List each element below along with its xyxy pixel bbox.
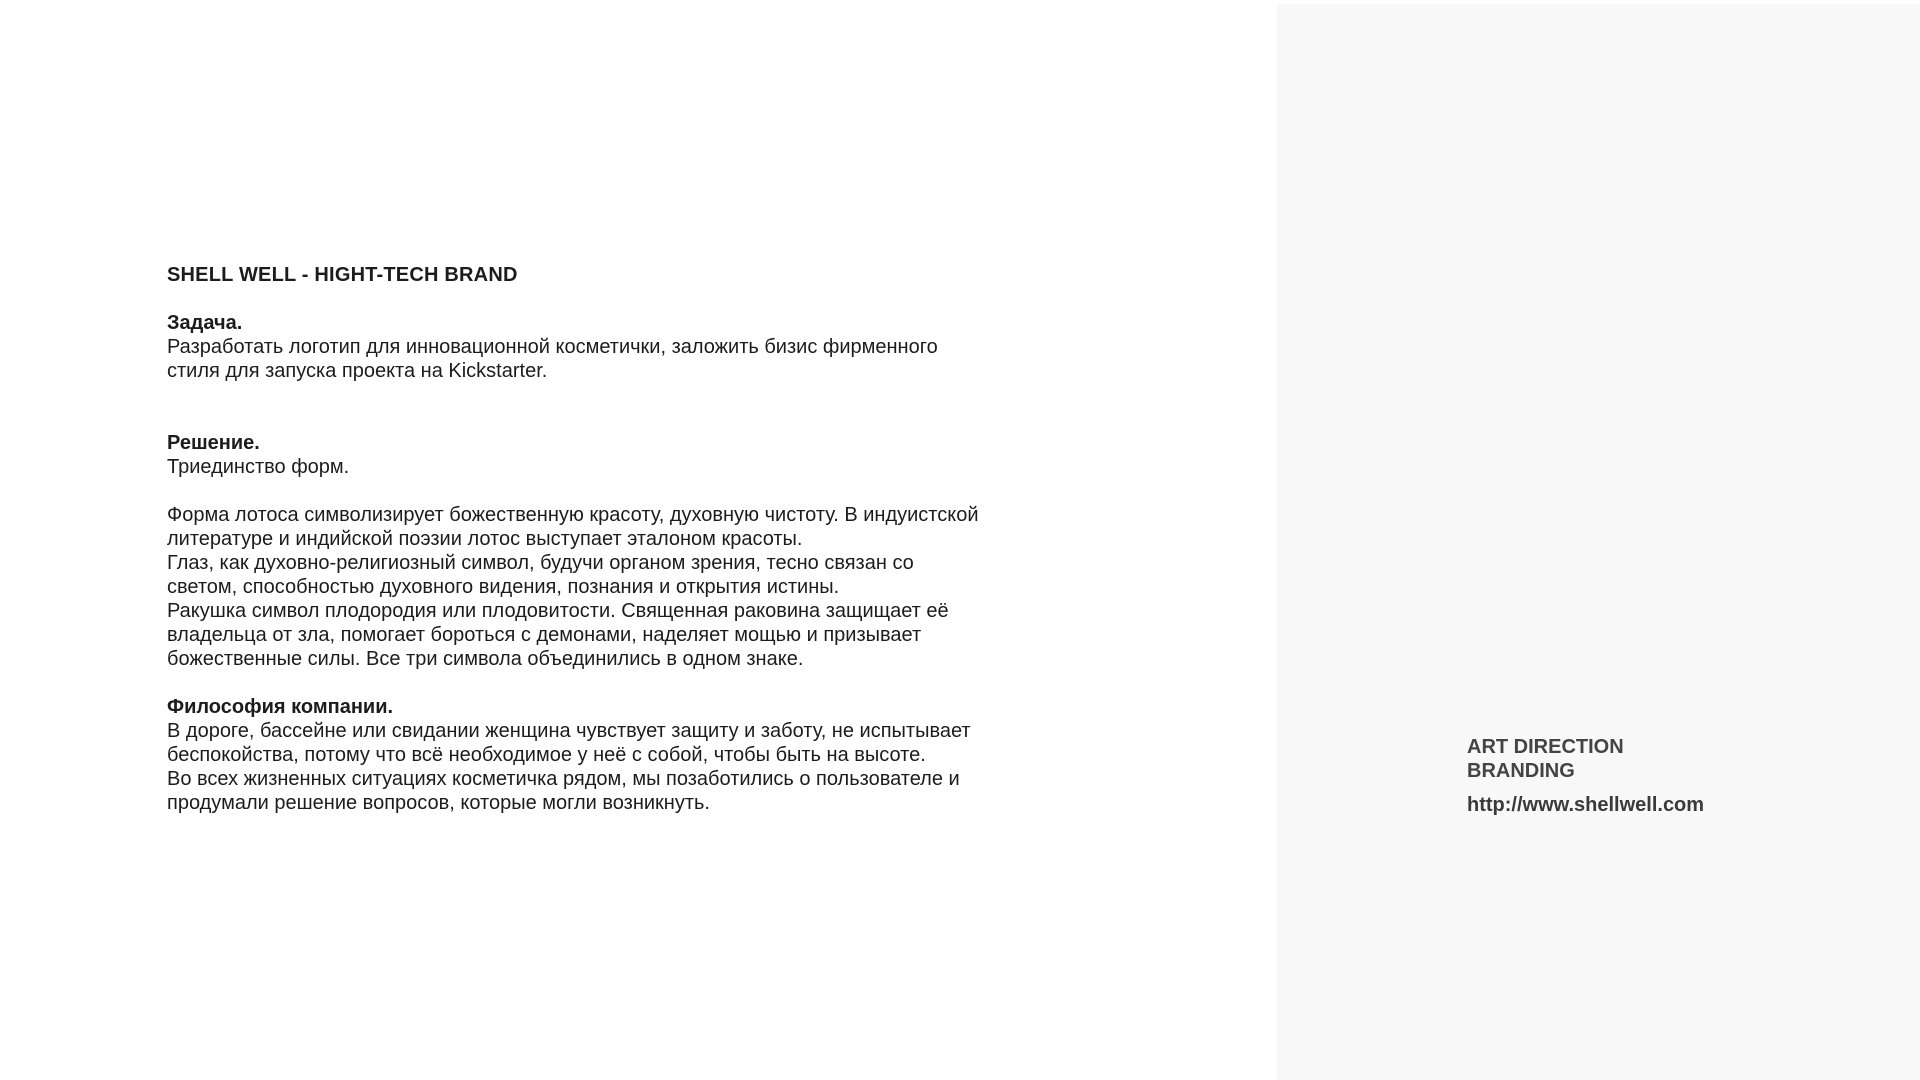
philosophy-line: беспокойства, потому что всё необходимое у неё с собой, чтобы быть на высоте.: [167, 744, 926, 766]
task-heading: Задача.: [167, 312, 243, 334]
description-block: [167, 263, 1117, 815]
solution-line: литературе и индийской поэзии лотос выступает эталоном красоты.: [167, 528, 803, 550]
category-branding: BRANDING: [1467, 760, 1575, 782]
solution-intro: Триединство форм.: [167, 456, 350, 478]
solution-line: Ракушка символ плодородия или плодовитости. Священная раковина защищает её: [167, 600, 949, 622]
solution-line: Глаз, как духовно-религиозный символ, будучи органом зрения, тесно связан со: [167, 552, 914, 574]
brand-title: SHELL WELL - HIGHT-TECH BRAND: [167, 264, 518, 286]
solution-text: [167, 503, 1117, 671]
solution-line: Форма лотоса символизирует божественную красоту, духовную чистоту. В индуистской: [167, 504, 979, 526]
side-info: [1467, 735, 1867, 817]
task-line: Разработать логотип для инновационной косметички, заложить бизис фирменного: [167, 336, 938, 358]
philosophy-line: В дороге, бассейне или свидании женщина чувствует защиту и заботу, не испытывает: [167, 720, 971, 742]
task-text: [167, 335, 1117, 383]
philosophy-line: продумали решение вопросов, которые могли возникнуть.: [167, 792, 710, 814]
philosophy-line: Во всех жизненных ситуациях косметичка рядом, мы позаботились о пользователе и: [167, 768, 960, 790]
philosophy-text: [167, 719, 1117, 815]
website-link[interactable]: http://www.shellwell.com: [1467, 794, 1705, 816]
category-art-direction: ART DIRECTION: [1467, 736, 1624, 758]
solution-line: владельца от зла, помогает бороться с демонами, наделяет мощью и призывает: [167, 624, 922, 646]
solution-line: светом, способностью духовного видения, познания и открытия истины.: [167, 576, 840, 598]
philosophy-heading: Философия компании.: [167, 696, 394, 718]
task-line: стиля для запуска проекта на Kickstarter.: [167, 360, 548, 382]
solution-line: божественные силы. Все три символа объединились в одном знаке.: [167, 648, 804, 670]
solution-heading: Решение.: [167, 432, 260, 454]
right-panel: [1277, 4, 1920, 1080]
